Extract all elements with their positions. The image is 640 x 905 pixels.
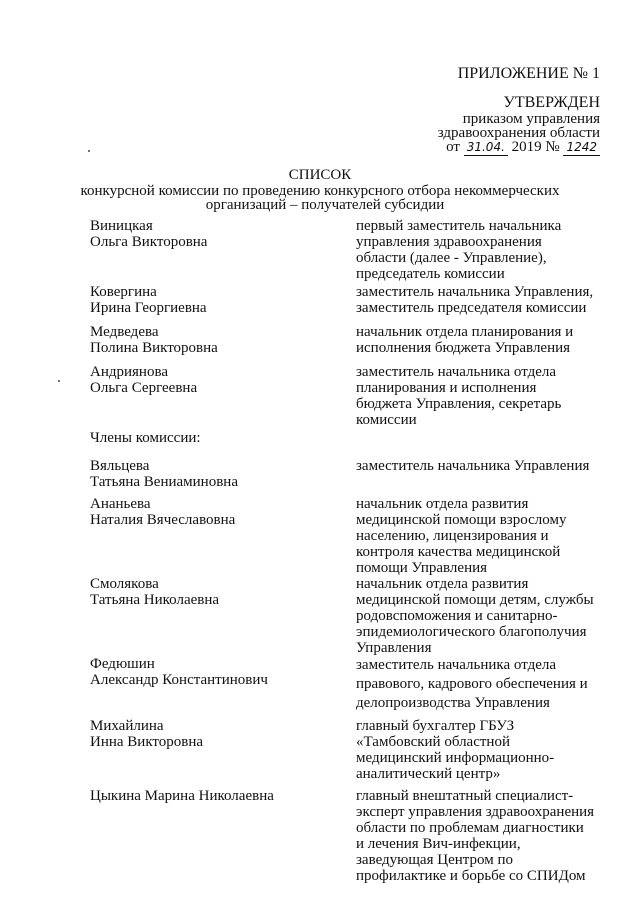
- member-name: Смолякова Татьяна Николаевна: [90, 576, 220, 608]
- approved-label: УТВЕРЖДЕН: [503, 94, 600, 111]
- document-subtitle-line-1: конкурсной комиссии по проведению конкурсного отбора некоммерческих: [80, 183, 560, 199]
- member-position: начальник отдела планирования и исполнения бюджета Управления: [356, 324, 574, 356]
- appendix-label: ПРИЛОЖЕНИЕ № 1: [457, 65, 600, 82]
- member-position: начальник отдела развития медицинской помощи детям, службы родовспоможения и санитарно- эпидемиологического благополучия Управления: [356, 576, 594, 656]
- document-title: СПИСОК: [288, 167, 352, 183]
- member-position: главный бухгалтер ГБУЗ «Тамбовский областной медицинский информационно- аналитический центр»: [356, 718, 555, 782]
- members-heading: Члены комиссии:: [90, 430, 201, 446]
- member-position: заместитель начальника отдела планирования и исполнения бюджета Управления, секретарь комиссии: [356, 364, 562, 428]
- member-position: начальник отдела развития медицинской помощи взрослому населению, лицензирования и контроля качества медицинской помощи Управления: [356, 496, 567, 576]
- member-position: заместитель начальника Управления: [356, 458, 590, 474]
- member-name: Медведева Полина Викторовна: [90, 324, 218, 356]
- member-name: Андриянова Ольга Сергеевна: [90, 364, 198, 396]
- member-position: главный внештатный специалист- эксперт управления здравоохранения области по проблемам диагностики и лечения Вич-инфекции, заведующая Центром по профилактике и борьбе со СПИДом: [356, 788, 595, 884]
- member-name: Цыкина Марина Николаевна: [90, 788, 274, 804]
- member-name: Федюшин Александр Константинович: [90, 656, 268, 688]
- order-line-1: приказом управления: [462, 111, 600, 127]
- handwritten-date: 31.04.: [464, 139, 508, 156]
- member-name: Виницкая Ольга Викторовна: [90, 218, 208, 250]
- member-name: Ананьева Наталия Вячеславовна: [90, 496, 236, 528]
- member-position: заместитель начальника Управления, заместитель председателя комиссии: [356, 284, 594, 316]
- member-position: первый заместитель начальника управления здравоохранения области (далее - Управление), председатель комиссии: [356, 218, 562, 282]
- order-line-2: здравоохранения области: [437, 125, 600, 141]
- member-name: Вяльцева Татьяна Вениаминовна: [90, 458, 238, 490]
- member-position: заместитель начальника отдела правового, кадрового обеспечения и делопроизводства Управления: [356, 657, 588, 711]
- date-prefix: от: [446, 139, 460, 155]
- document-subtitle-line-2: организаций – получателей субсидии: [205, 197, 445, 213]
- scan-speck: [88, 150, 90, 152]
- handwritten-number: 1242: [563, 139, 600, 156]
- scan-speck: [58, 380, 60, 382]
- member-name: Михайлина Инна Викторовна: [90, 718, 204, 750]
- order-date-number: [446, 139, 600, 156]
- number-prefix: №: [545, 139, 560, 155]
- member-name: Ковергина Ирина Георгиевна: [90, 284, 207, 316]
- order-year: 2019: [511, 139, 542, 155]
